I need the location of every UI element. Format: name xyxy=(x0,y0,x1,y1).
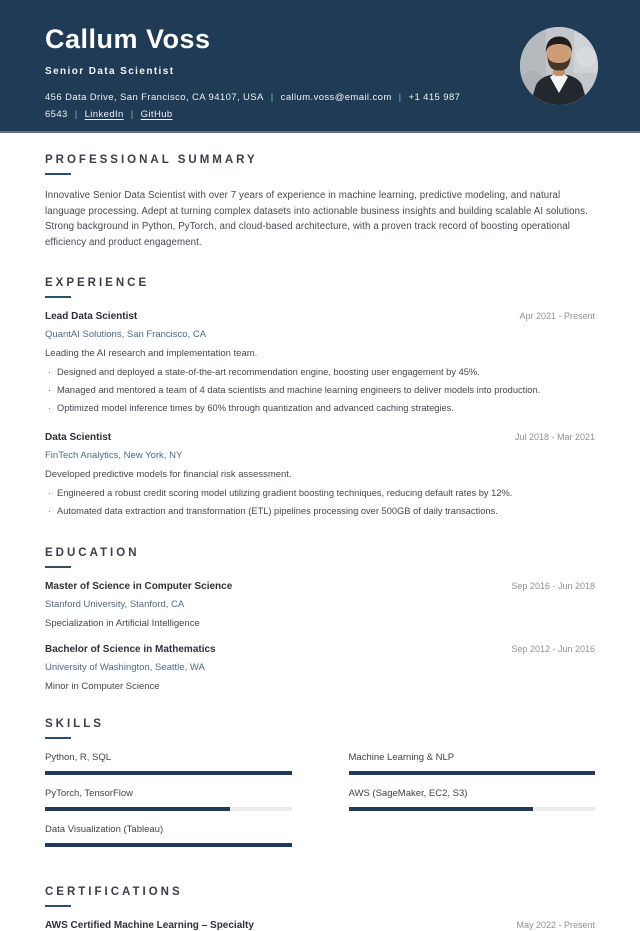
entry-header-row xyxy=(45,432,595,443)
contact-address: 456 Data Drive, San Francisco, CA 94107, USA xyxy=(45,91,264,103)
degree-note: Minor in Computer Science xyxy=(45,680,160,692)
summary-text: Innovative Senior Data Scientist with over 7 years of experience in machine learning, predictive modeling, and natural language processing. Adept at turning complex datasets into actionable business insights and building scalable AI solutions. Strong background in Python, PyTorch, and cloud-based architecture, with a proven track record of boosting operational efficiency and product engagement. xyxy=(45,190,588,249)
heading-underline xyxy=(45,737,71,739)
contact-line xyxy=(45,89,500,124)
resume-body xyxy=(0,133,640,931)
skills-column-left xyxy=(45,752,292,860)
degree-date: Sep 2012 - Jun 2016 xyxy=(511,643,595,654)
job-title: Data Scientist xyxy=(45,432,112,444)
skill-label: PyTorch, TensorFlow xyxy=(45,787,133,799)
skill-item xyxy=(349,788,596,811)
heading-underline xyxy=(45,905,71,907)
skills-heading: SKILLS xyxy=(45,717,104,730)
degree-title: Bachelor of Science in Mathematics xyxy=(45,643,216,655)
job-company: FinTech Analytics, New York, NY xyxy=(45,450,183,462)
contact-separator: | xyxy=(130,109,134,121)
section-education xyxy=(45,547,595,692)
entry-header-row xyxy=(45,581,595,592)
certification-title: AWS Certified Machine Learning – Specialty xyxy=(45,919,254,931)
certification-entry xyxy=(45,920,595,931)
job-bullet: · Engineered a robust credit scoring model utilizing gradient boosting techniques, reducing default rates by 12%. xyxy=(45,484,595,502)
degree-school: Stanford University, Stanford, CA xyxy=(45,598,185,610)
skills-grid xyxy=(45,752,595,860)
skill-bar-track xyxy=(45,771,292,775)
skill-label: AWS (SageMaker, EC2, S3) xyxy=(348,787,468,799)
header-identity xyxy=(45,25,500,124)
skill-item xyxy=(45,788,292,811)
heading-underline xyxy=(45,566,71,568)
skill-bar-track xyxy=(349,771,596,775)
certification-date: May 2022 - Present xyxy=(516,919,595,930)
skill-bar-fill xyxy=(349,807,534,811)
certifications-heading: CERTIFICATIONS xyxy=(45,885,183,898)
job-date: Apr 2021 - Present xyxy=(519,310,595,321)
resume-header xyxy=(0,0,640,133)
skill-item xyxy=(45,752,292,775)
profile-photo xyxy=(520,27,598,105)
job-bullet: · Optimized model inference times by 60% through quantization and advanced caching strategies. xyxy=(45,399,595,417)
heading-underline xyxy=(45,173,71,175)
skill-bar-track xyxy=(349,807,596,811)
skill-bar-track xyxy=(45,843,292,847)
education-heading: EDUCATION xyxy=(45,546,140,559)
job-lead: Leading the AI research and implementation team. xyxy=(45,347,258,359)
skill-label: Python, R, SQL xyxy=(45,751,112,763)
job-bullet: · Automated data extraction and transformation (ETL) pipelines processing over 500GB of daily transactions. xyxy=(45,502,595,520)
degree-date: Sep 2016 - Jun 2018 xyxy=(511,580,595,591)
summary-heading: PROFESSIONAL SUMMARY xyxy=(45,154,258,166)
degree-note: Specialization in Artificial Intelligence xyxy=(45,617,200,629)
contact-separator: | xyxy=(398,91,402,103)
contact-email: callum.voss@email.com xyxy=(280,91,392,103)
degree-school: University of Washington, Seattle, WA xyxy=(45,661,205,673)
job-bullet-list xyxy=(45,363,595,417)
contact-separator: | xyxy=(74,109,78,121)
entry-header-row xyxy=(45,311,595,322)
experience-heading: EXPERIENCE xyxy=(45,276,150,289)
candidate-title: Senior Data Scientist xyxy=(45,65,175,77)
section-certifications xyxy=(45,886,595,931)
experience-entry xyxy=(45,311,595,417)
skill-item xyxy=(45,824,292,847)
profile-photo-illustration xyxy=(520,27,598,105)
skill-bar-fill xyxy=(45,807,230,811)
education-entry xyxy=(45,644,595,692)
job-bullet-list xyxy=(45,484,595,520)
experience-entry xyxy=(45,432,595,520)
job-bullet: · Managed and mentored a team of 4 data scientists and machine learning engineers to deliver models into production. xyxy=(45,381,595,399)
skill-bar-fill xyxy=(349,771,596,775)
degree-title: Master of Science in Computer Science xyxy=(45,580,233,592)
skill-label: Machine Learning & NLP xyxy=(348,751,455,763)
skills-column-right xyxy=(349,752,596,860)
skill-item xyxy=(349,752,596,775)
skill-bar-fill xyxy=(45,843,292,847)
contact-phone: +1 415 987 6543 xyxy=(45,91,461,121)
skill-bar-fill xyxy=(45,771,292,775)
section-skills xyxy=(45,718,595,860)
job-lead: Developed predictive models for financial risk assessment. xyxy=(45,469,292,481)
linkedin-link[interactable]: LinkedIn xyxy=(84,109,124,121)
contact-separator: | xyxy=(270,91,274,103)
heading-underline xyxy=(45,296,71,298)
candidate-name: Callum Voss xyxy=(45,24,211,54)
job-bullet: · Designed and deployed a state-of-the-art recommendation engine, boosting user engagement by 45%. xyxy=(45,363,595,381)
education-entry xyxy=(45,581,595,629)
job-company: QuantAI Solutions, San Francisco, CA xyxy=(45,328,207,340)
job-title: Lead Data Scientist xyxy=(45,310,138,322)
section-professional-summary xyxy=(45,154,595,251)
section-experience xyxy=(45,277,595,521)
entry-header-row xyxy=(45,644,595,655)
github-link[interactable]: GitHub xyxy=(140,109,173,121)
job-date: Jul 2018 - Mar 2021 xyxy=(514,432,595,443)
skill-label: Data Visualization (Tableau) xyxy=(45,823,164,835)
skill-bar-track xyxy=(45,807,292,811)
entry-header-row xyxy=(45,920,595,931)
